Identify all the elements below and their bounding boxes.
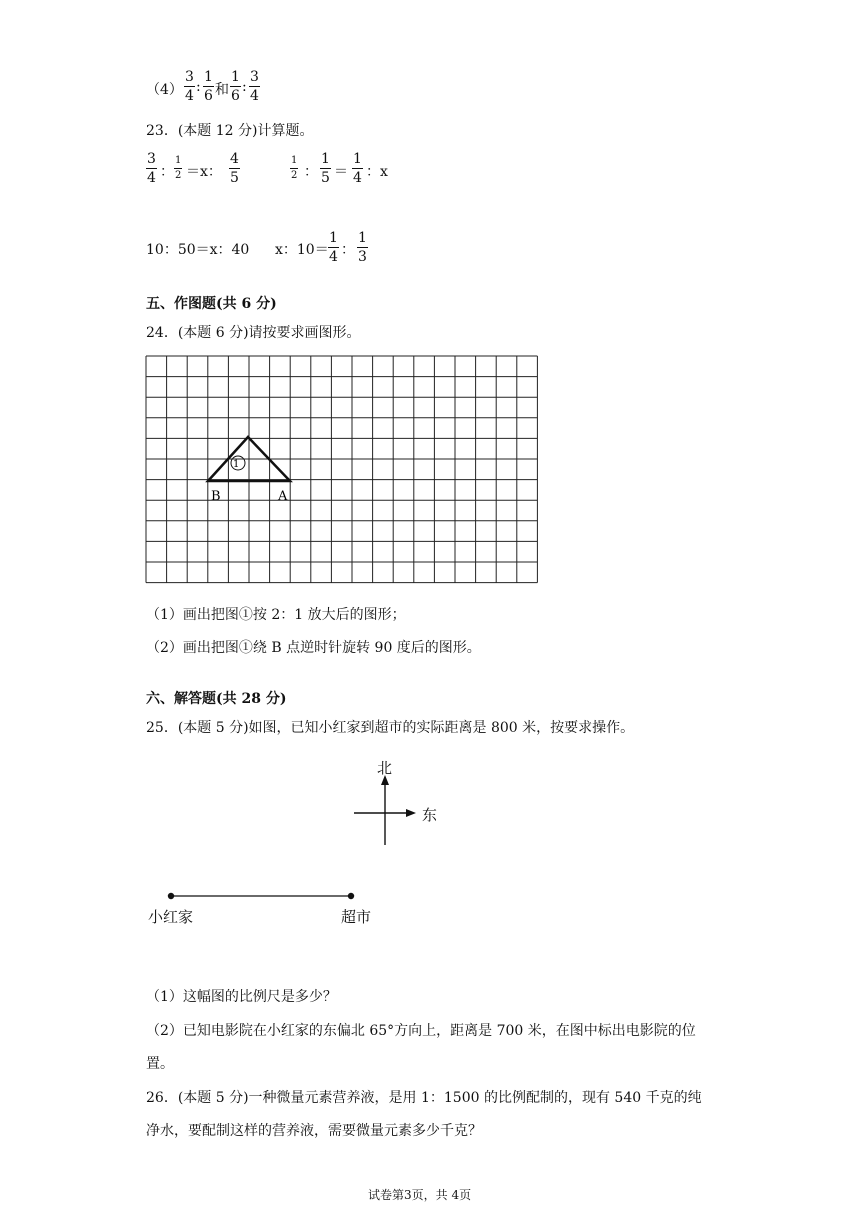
fraction: $\frac{1}{4}$: [353, 151, 362, 186]
question-26-line2: 净水，要配制这样的营养液，需要微量元素多少千克？: [146, 1123, 482, 1139]
grid-lines: [146, 356, 537, 583]
fraction: $\frac{1}{4}$: [329, 230, 338, 265]
market-point: [348, 893, 354, 899]
question-25-sub2-line2: 置。: [146, 1056, 174, 1072]
fraction: $\frac{3}{4}$: [185, 69, 194, 104]
question-24-sub1: （1）画出把图①按 2：1 放大后的图形；: [146, 607, 406, 623]
equation-text: 10：50＝x：40: [146, 242, 250, 258]
fraction: $\frac{1}{2}$: [291, 155, 298, 181]
question-25-title: 25．(本题 5 分)如图，已知小红家到超市的实际距离是 800 米，按要求操作。: [146, 720, 635, 736]
equation-text: ：x: [366, 164, 388, 180]
and-text: 和: [215, 82, 229, 98]
triangle-1-number: 1: [233, 459, 240, 470]
fraction: $\frac{1}{3}$: [358, 230, 367, 265]
equals-sign: ＝: [334, 164, 348, 180]
point-b-label: B: [211, 489, 221, 504]
question-25-sub1: （1）这幅图的比例尺是多少？: [146, 989, 337, 1005]
section-5-title: 五、作图题(共 6 分): [146, 296, 277, 312]
equation-text: x：10＝: [275, 242, 329, 258]
market-label: 超市: [341, 908, 372, 926]
east-arrow-icon: [406, 809, 416, 817]
section-6-title: 六、解答题(共 28 分): [146, 691, 287, 707]
question-26-line1: 26．(本题 5 分)一种微量元素营养液，是用 1：1500 的比例配制的，现有 540 千克的纯: [146, 1090, 702, 1106]
ratio-colon: ：: [341, 242, 355, 258]
distance-segment: [165, 889, 360, 903]
fraction: $\frac{1}{6}$: [204, 69, 213, 104]
grid-figure: [145, 355, 540, 587]
question-24-title: 24．(本题 6 分)请按要求画图形。: [146, 325, 361, 341]
page-footer: 试卷第3页，共 4页: [368, 1188, 472, 1202]
question-24-sub2: （2）画出把图①绕 B 点逆时针旋转 90 度后的图形。: [146, 640, 481, 656]
fraction: $\frac{1}{5}$: [321, 151, 330, 186]
compass-diagram: [340, 755, 450, 850]
fraction: $\frac{4}{5}$: [230, 151, 239, 186]
question-25-sub2-line1: （2）已知电影院在小红家的东偏北 65°方向上，距离是 700 米，在图中标出电影院的位: [146, 1023, 696, 1039]
ratio-colon: :: [242, 79, 247, 95]
north-label: 北: [377, 759, 393, 777]
point-a-label: A: [278, 489, 288, 504]
east-label: 东: [422, 806, 438, 824]
question-23-title: 23．(本题 12 分)计算题。: [146, 123, 314, 139]
fraction: $\frac{1}{2}$: [175, 155, 182, 181]
home-point: [168, 893, 174, 899]
home-label: 小红家: [148, 908, 194, 926]
item4-label: （4）: [146, 82, 183, 98]
fraction: $\frac{3}{4}$: [147, 151, 156, 186]
ratio-colon: ：: [160, 164, 174, 180]
fraction: $\frac{1}{6}$: [231, 69, 240, 104]
equation-text: ＝x：: [186, 164, 222, 180]
fraction: $\frac{3}{4}$: [250, 69, 259, 104]
ratio-colon: :: [196, 79, 201, 95]
ratio-colon: ：: [304, 164, 318, 180]
